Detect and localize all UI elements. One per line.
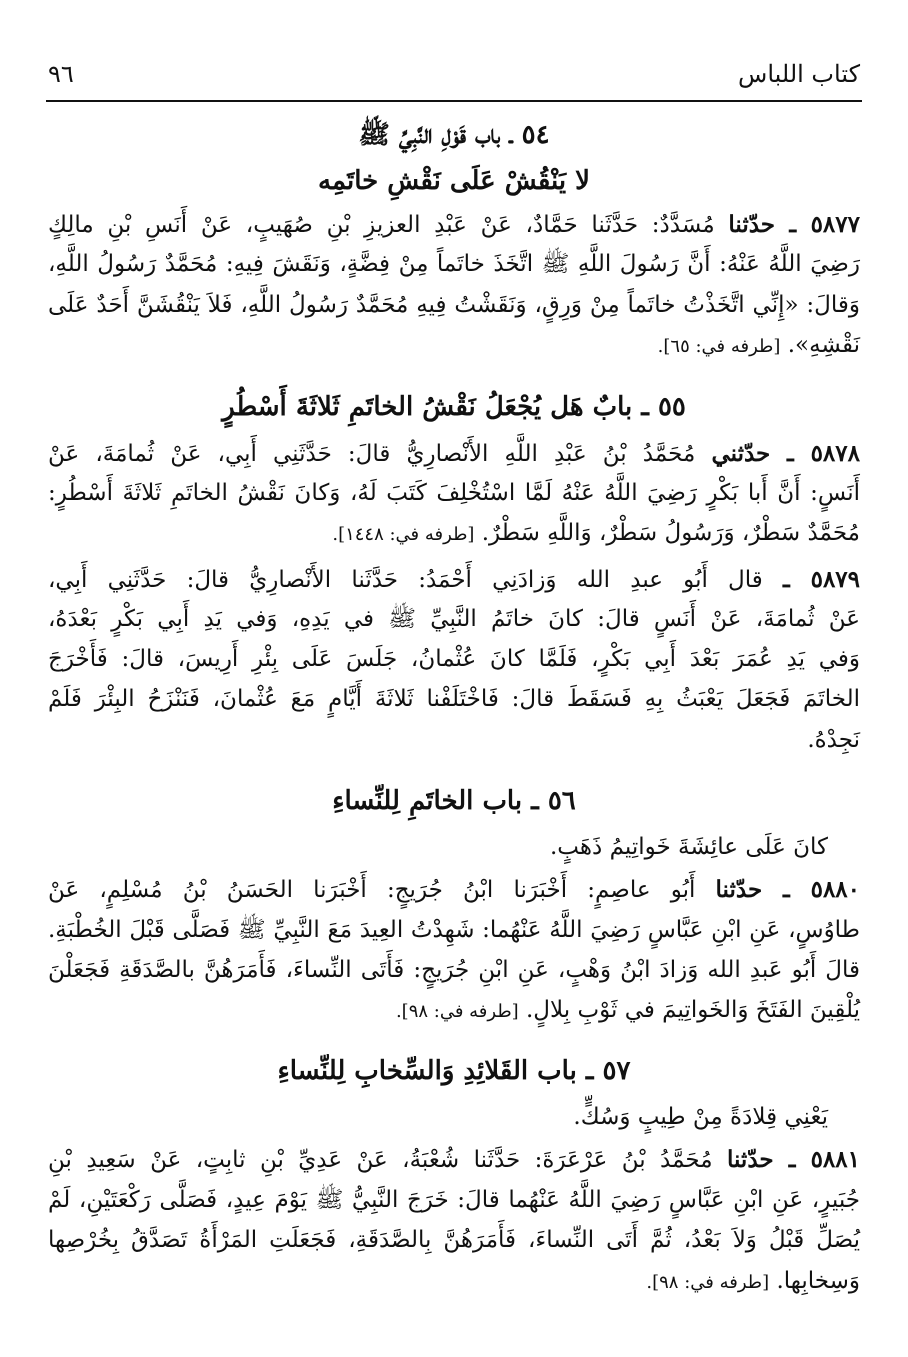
hadith-5877-line-3: وَقالَ: «إِنِّي اتَّخَذْتُ خاتَماً مِنْ وَرِقٍ، وَنَقَشْتُ فِيهِ مُحَمَّدٌ رَسُولُ اللَّهِ، فَلاَ يَنْقُشَنَّ أَحَدٌ عَلَى — [48, 292, 860, 318]
hadith-5877-line-4: نَقْشِهِ». [طرفه في: ٦٥]. — [657, 332, 860, 358]
hadith-5880-line-4: يُلْقِينَ الفَتَخَ وَالخَواتِيمَ في ثَوْبِ بِلالٍ. [طرفه في: ٩٨]. — [395, 997, 860, 1023]
hadith-5878-number: ٥٨٧٨ ـ حدّثني — [711, 440, 860, 467]
hadith-5878-line-2: أَنَسٍ: أَنَّ أَبا بَكْرٍ رَضِيَ اللَّهُ عَنْهُ لَمَّا اسْتُخْلِفَ كَتَبَ لَهُ، وَكانَ نَقْشُ الخاتَمِ ثَلاثَةَ أَسْطُرٍ: — [48, 480, 860, 506]
hadith-5879-line-5: نَجِدْهُ. — [807, 727, 860, 753]
hadith-5880-line-2: طاوُسٍ، عَنِ ابْنِ عَبَّاسٍ رَضِيَ اللَّهُ عَنْهُما: شَهِدْتُ العِيدَ مَعَ النَّبِيِّ ﷺ فَصَلَّى قَبْلَ الخُطْبَةِ. — [48, 917, 860, 943]
hadith-5878-line-3: مُحَمَّدٌ سَطْرٌ، وَرَسُولُ سَطْرٌ، وَاللَّهِ سَطْرٌ. [طرفه في: ١٤٤٨]. — [332, 520, 860, 546]
hadith-5880-reference: [طرفه في: ٩٨]. — [395, 1001, 519, 1022]
hadith-5881-reference: [طرفه في: ٩٨]. — [646, 1272, 770, 1293]
section-55-heading: ٥٥ ـ بابٌ هَل يُجْعَلُ نَقْشُ الخاتَمِ ثَلاثَةَ أَسْطُرٍ — [222, 392, 686, 422]
hadith-5881-line-2: جُبَيرٍ، عَنِ ابْنِ عَبَّاسٍ رَضِيَ اللَّهُ عَنْهُما قالَ: خَرَجَ النَّبِيُّ ﷺ يَوْمَ عِيدٍ، فَصَلَّى رَكْعَتَيْنِ، لَمْ — [48, 1187, 860, 1213]
section-56-intro: كانَ عَلَى عائِشَةَ خَواتِيمُ ذَهَبٍ. — [550, 834, 828, 860]
section-57-intro: يَعْنِي قِلادَةً مِنْ طِيبٍ وَسُكٍّ. — [573, 1104, 828, 1130]
header-rule — [46, 100, 862, 102]
hadith-5879-number: ٥٨٧٩ ـ — [782, 566, 861, 593]
hadith-5880-number: ٥٨٨٠ ـ حدّثنا — [715, 876, 861, 903]
hadith-5879-line-3: وَفي يَدِ عُمَرَ بَعْدَ أَبِي بَكْرٍ، فَلَمَّا كانَ عُثْمانُ، جَلَسَ عَلَى بِئْرِ أَرِيسَ، قالَ: فَأَخْرَجَ — [48, 646, 860, 672]
book-title: كتاب اللباس — [738, 60, 860, 88]
hadith-5877-line-2: رَضِيَ اللَّهُ عَنْهُ: أَنَّ رَسُولَ اللَّهِ ﷺ اتَّخَذَ خاتَماً مِنْ فِضَّةٍ، وَنَقَشَ فِيهِ: مُحَمَّدٌ رَسُولُ اللَّهِ، — [48, 251, 860, 277]
hadith-5880-line-1: ٥٨٨٠ ـ حدّثنا أَبُو عاصِمٍ: أَخْبَرَنا ابْنُ جُرَيجٍ: أَخْبَرَنا الحَسَنُ بْنُ مُسْلِمٍ، عَنْ — [48, 876, 861, 903]
hadith-5881-number: ٥٨٨١ ـ حدّثنا — [726, 1146, 860, 1173]
hadith-5877-number: ٥٨٧٧ ـ حدّثنا — [728, 211, 860, 238]
section-54-subheading: لا يَنْقُشْ عَلَى نَقْشِ خاتَمِه — [318, 166, 590, 196]
page-number: ٩٦ — [48, 60, 74, 88]
section-56-heading: ٥٦ ـ باب الخاتَمِ لِلنِّساءِ — [332, 786, 576, 816]
hadith-5881-line-1: ٥٨٨١ ـ حدّثنا مُحَمَّدُ بْنُ عَرْعَرَةَ: حَدَّثَنا شُعْبَةُ، عَنْ عَدِيِّ بْنِ ثابِتٍ، عَنْ سَعِيدِ بْنِ — [48, 1146, 860, 1173]
hadith-5879-line-2: عَنْ ثُمامَةَ، عَنْ أَنَسٍ قالَ: كانَ خاتَمُ النَّبِيِّ ﷺ في يَدِهِ، وَفي يَدِ أَبِي بَكْرٍ بَعْدَهُ، — [48, 606, 860, 632]
hadith-5877-line-1: ٥٨٧٧ ـ حدّثنا مُسَدَّدٌ: حَدَّثَنا حَمَّادٌ، عَنْ عَبْدِ العزيزِ بْنِ صُهَيبٍ، عَنْ أَنَسِ بْنِ مالِكٍ — [48, 211, 860, 238]
hadith-5879-line-4: الخاتَمَ فَجَعَلَ يَعْبَثُ بِهِ فَسَقَطَ قالَ: فَاخْتَلَفْنا ثَلاثَةَ أَيَّامٍ مَعَ عُثْمانَ، فَنَنْزَحُ البِئْرَ فَلَمْ — [48, 686, 860, 712]
running-head — [48, 54, 860, 94]
section-57-heading: ٥٧ ـ باب القَلائِدِ وَالسِّخابِ لِلنِّساءِ — [277, 1056, 631, 1086]
hadith-5878-line-1: ٥٨٧٨ ـ حدّثني مُحَمَّدُ بْنُ عَبْدِ اللَّهِ الأَنْصارِيُّ قالَ: حَدَّثَنِي أَبِي، عَنْ ثُمامَةَ، عَنْ — [48, 440, 860, 467]
section-54-heading: ٥٤ ـ باب قَوْلِ النَّبِيِّ ﷺ — [358, 120, 550, 150]
hadith-5879-line-1: ٥٨٧٩ ـ قال أَبُو عبدِ الله وَزادَنِي أَحْمَدُ: حَدَّثَنا الأَنْصارِيُّ قالَ: حَدَّثَنِي أَبِي، — [48, 566, 861, 593]
hadith-5881-line-3: يُصَلِّ قَبْلُ وَلاَ بَعْدُ، ثُمَّ أَتَى النِّساءَ، فَأَمَرَهُنَّ بِالصَّدَقَةِ، فَجَعَلَتِ المَرْأَةُ تَصَدَّقُ بِخُرْصِها — [48, 1227, 860, 1253]
hadith-5880-line-3: قالَ أَبُو عَبدِ الله وَزادَ ابْنُ وَهْبٍ، عَنِ ابْنِ جُرَيجٍ: فَأَتَى النِّساءَ، فَأَمَرَهُنَّ بالصَّدَقَةِ فَجَعَلْنَ — [48, 957, 860, 983]
hadith-5877-reference: [طرفه في: ٦٥]. — [657, 336, 781, 357]
hadith-5881-line-4: وَسِخابِها. [طرفه في: ٩٨]. — [646, 1268, 860, 1294]
hadith-5878-reference: [طرفه في: ١٤٤٨]. — [332, 524, 475, 545]
